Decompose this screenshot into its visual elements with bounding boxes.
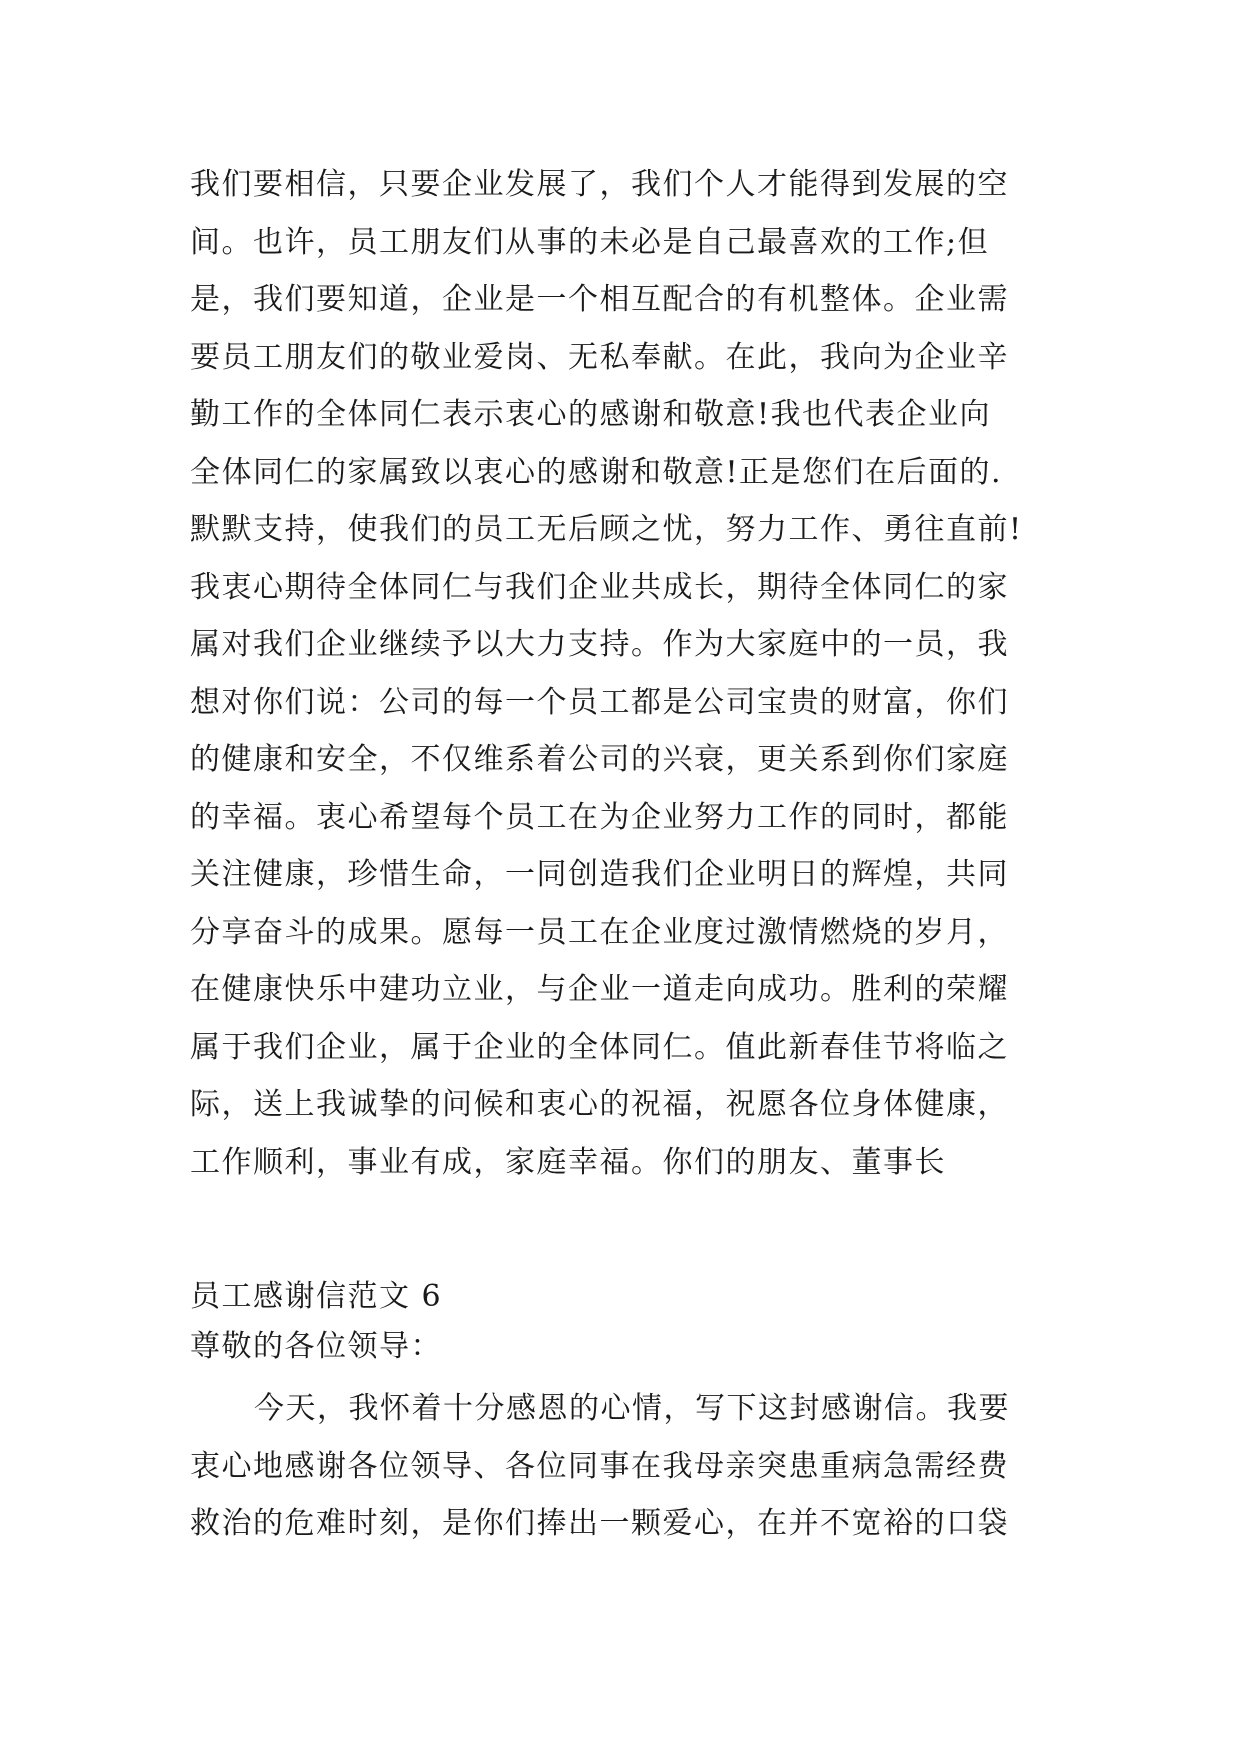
- text-line: 分享奋斗的成果。愿每一员工在企业度过激情燃烧的岁月，: [190, 914, 1009, 950]
- text-line: 衷心地感谢各位领导、各位同事在我母亲突患重病急需经费: [190, 1448, 1009, 1484]
- text-line: 属对我们企业继续予以大力支持。作为大家庭中的一员，我: [190, 627, 1009, 662]
- letter-body-paragraph: [190, 156, 1070, 1191]
- text-line: 际，送上我诚挚的问候和衷心的祝福，祝愿各位身体健康，: [190, 1087, 1009, 1122]
- text-line: 勤工作的全体同仁表示衷心的感谢和敬意!我也代表企业向: [190, 397, 992, 432]
- text-line: 在健康快乐中建功立业，与企业一道走向成功。胜利的荣耀: [190, 972, 1009, 1007]
- text-line: 的健康和安全，不仅维系着公司的兴衰，更关系到你们家庭: [190, 742, 1009, 777]
- text-line: 是，我们要知道，企业是一个相互配合的有机整体。企业需: [190, 282, 1009, 317]
- salutation: 尊敬的各位领导：: [190, 1329, 442, 1364]
- salutation-block: [190, 1322, 1070, 1372]
- section-title: 员工感谢信范文 6: [190, 1279, 443, 1314]
- text-line: 默默支持，使我们的员工无后顾之忧，努力工作、勇往直前!: [190, 512, 1023, 547]
- text-line: 属于我们企业，属于企业的全体同仁。值此新春佳节将临之: [190, 1029, 1009, 1065]
- text-line: 工作顺利，事业有成，家庭幸福。你们的朋友、董事长: [190, 1144, 946, 1180]
- text-line: 全体同仁的家属致以衷心的感谢和敬意!正是您们在后面的.: [190, 454, 1003, 490]
- text-line: 的幸福。衷心希望每个员工在为企业努力工作的同时，都能: [190, 799, 1009, 835]
- text-line: 要员工朋友们的敬业爱岗、无私奉献。在此，我向为企业辛: [190, 339, 1009, 375]
- section-heading: [190, 1272, 1070, 1322]
- text-line: 想对你们说：公司的每一个员工都是公司宝贵的财富，你们: [190, 684, 1009, 720]
- text-line: 救治的危难时刻，是你们捧出一颗爱心，在并不宽裕的口袋: [190, 1506, 1009, 1541]
- text-line: 我衷心期待全体同仁与我们企业共成长，期待全体同仁的家: [190, 569, 1009, 605]
- text-line: 今天，我怀着十分感恩的心情，写下这封感谢信。我要: [254, 1391, 1010, 1426]
- text-line: 间。也许，员工朋友们从事的未必是自己最喜欢的工作;但: [190, 224, 990, 260]
- text-line: 关注健康，珍惜生命，一同创造我们企业明日的辉煌，共同: [190, 857, 1009, 892]
- text-line: 我们要相信，只要企业发展了，我们个人才能得到发展的空: [190, 167, 1009, 202]
- letter-body-paragraph: [190, 1380, 1070, 1553]
